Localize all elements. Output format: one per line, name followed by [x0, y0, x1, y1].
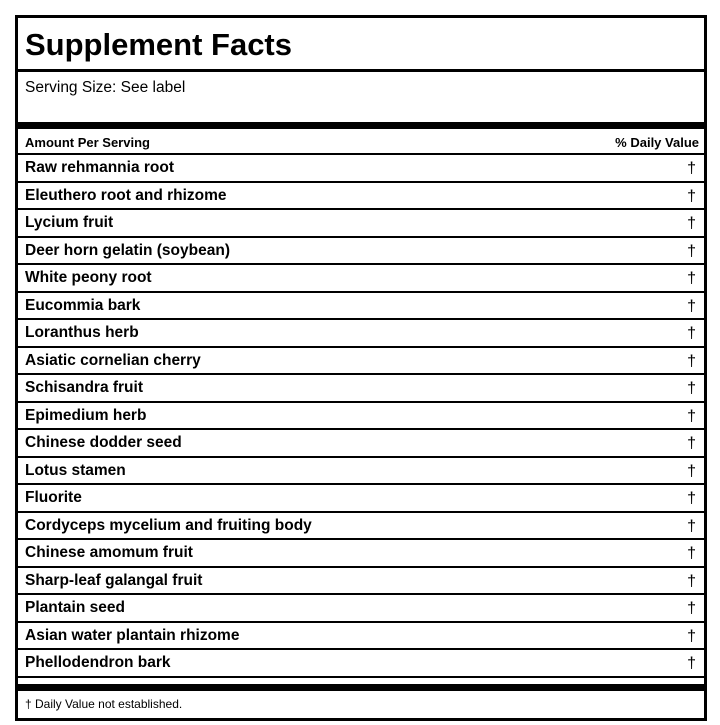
ingredient-row — [18, 593, 704, 621]
ingredient-name: Plantain seed — [25, 599, 125, 616]
ingredient-row — [18, 373, 704, 401]
ingredient-daily-value: † — [687, 407, 696, 425]
footnote: † Daily Value not established. — [25, 697, 183, 711]
ingredient-name: Lycium fruit — [25, 214, 114, 231]
ingredient-daily-value: † — [687, 462, 696, 480]
ingredient-daily-value: † — [687, 160, 696, 177]
ingredient-daily-value: † — [687, 380, 696, 397]
ingredient-daily-value: † — [687, 435, 696, 452]
ingredient-daily-value: † — [687, 325, 696, 342]
serving-size: Serving Size: See label — [25, 79, 186, 96]
ingredient-daily-value: † — [687, 517, 696, 535]
ingredient-name: Fluorite — [25, 489, 82, 506]
supplement-facts-panel — [15, 15, 707, 721]
ingredient-row — [18, 456, 704, 484]
ingredient-row — [18, 483, 704, 511]
ingredient-daily-value: † — [687, 627, 696, 645]
ingredient-name: Chinese dodder seed — [25, 434, 182, 451]
ingredient-name: Eleuthero root and rhizome — [25, 186, 227, 204]
ingredient-row — [18, 566, 704, 594]
ingredient-list — [18, 153, 704, 678]
panel-title: Supplement Facts — [25, 27, 292, 62]
ingredient-name: Epimedium herb — [25, 406, 147, 424]
ingredient-name: Loranthus herb — [25, 324, 139, 341]
ingredient-row — [18, 401, 704, 429]
ingredient-name: Asiatic cornelian cherry — [25, 351, 201, 369]
ingredient-name: Phellodendron bark — [25, 654, 171, 671]
ingredient-name: Raw rehmannia root — [25, 159, 174, 176]
ingredient-daily-value: † — [687, 270, 696, 287]
ingredient-row — [18, 153, 704, 181]
ingredient-daily-value: † — [687, 490, 696, 507]
ingredient-daily-value: † — [687, 297, 696, 315]
ingredient-row — [18, 208, 704, 236]
thick-divider-bottom — [18, 684, 704, 691]
ingredient-name: Sharp-leaf galangal fruit — [25, 571, 203, 589]
ingredient-daily-value: † — [687, 242, 696, 260]
daily-value-header: % Daily Value — [615, 135, 699, 150]
ingredient-daily-value: † — [687, 215, 696, 232]
ingredient-daily-value: † — [687, 352, 696, 370]
ingredient-row — [18, 263, 704, 291]
ingredient-row — [18, 291, 704, 319]
ingredient-name: Chinese amomum fruit — [25, 544, 193, 561]
ingredient-name: Deer horn gelatin (soybean) — [25, 241, 230, 259]
ingredient-daily-value: † — [687, 600, 696, 617]
ingredient-row — [18, 648, 704, 678]
ingredient-daily-value: † — [687, 572, 696, 590]
ingredient-row — [18, 236, 704, 264]
thick-divider-top — [18, 122, 704, 129]
ingredient-name: Cordyceps mycelium and fruiting body — [25, 516, 312, 534]
title-divider — [18, 69, 704, 72]
ingredient-row — [18, 318, 704, 346]
ingredient-name: Eucommia bark — [25, 296, 141, 314]
ingredient-row — [18, 346, 704, 374]
ingredient-daily-value: † — [687, 187, 696, 205]
ingredient-row — [18, 621, 704, 649]
ingredient-daily-value: † — [687, 545, 696, 562]
ingredient-row — [18, 511, 704, 539]
ingredient-row — [18, 428, 704, 456]
ingredient-name: Lotus stamen — [25, 461, 126, 479]
ingredient-name: Schisandra fruit — [25, 379, 143, 396]
ingredient-name: Asian water plantain rhizome — [25, 626, 240, 644]
amount-per-serving-header: Amount Per Serving — [25, 135, 150, 150]
ingredient-name: White peony root — [25, 269, 152, 286]
ingredient-row — [18, 538, 704, 566]
ingredient-daily-value: † — [687, 655, 696, 672]
ingredient-row — [18, 181, 704, 209]
